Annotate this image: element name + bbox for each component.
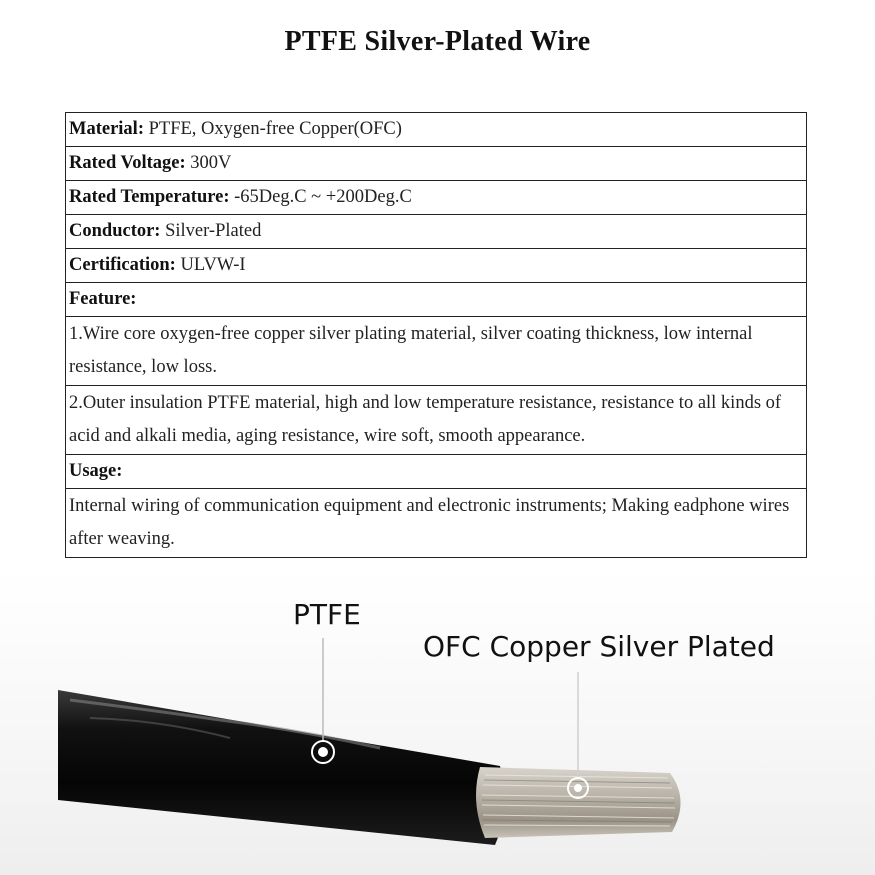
- spec-row-conductor: [66, 215, 807, 249]
- spec-row-feature-heading: [66, 283, 807, 317]
- spec-label: Material:: [69, 119, 144, 139]
- spec-row-feature-1: [66, 317, 807, 386]
- feature-item: 1.Wire core oxygen-free copper silver plating material, silver coating thickness, low internal resistance, low loss.: [66, 317, 807, 386]
- feature-item: 2.Outer insulation PTFE material, high and low temperature resistance, resistance to all kinds of acid and alkali media, aging resistance, wire soft, smooth appearance.: [66, 386, 807, 455]
- spec-value: Silver-Plated: [165, 221, 262, 241]
- ptfe-label: PTFE: [293, 598, 361, 631]
- spec-label: Rated Temperature:: [69, 187, 230, 207]
- spec-row-usage: [66, 489, 807, 558]
- spec-value: -65Deg.C ~ +200Deg.C: [234, 187, 412, 207]
- spec-label: Conductor:: [69, 221, 161, 241]
- spec-value: ULVW-I: [180, 255, 246, 275]
- spec-row-temperature: [66, 181, 807, 215]
- spec-label: Feature:: [69, 289, 137, 309]
- spec-label: Certification:: [69, 255, 176, 275]
- spec-row-certification: [66, 249, 807, 283]
- spec-row-material: [66, 113, 807, 147]
- spec-value: PTFE, Oxygen-free Copper(OFC): [148, 119, 402, 139]
- wire-illustration: [0, 570, 875, 875]
- spec-row-feature-2: [66, 386, 807, 455]
- spec-label: Usage:: [69, 461, 123, 481]
- ptfe-jacket: [58, 690, 505, 845]
- usage-text: Internal wiring of communication equipment and electronic instruments; Making eadphone wires after weaving.: [66, 489, 807, 558]
- spec-row-voltage: [66, 147, 807, 181]
- spec-row-usage-heading: [66, 455, 807, 489]
- ofc-label: OFC Copper Silver Plated: [423, 630, 775, 663]
- wire-photo: [0, 570, 875, 875]
- page-title: PTFE Silver-Plated Wire: [284, 26, 591, 57]
- spec-value: 300V: [190, 153, 232, 173]
- spec-table: [65, 112, 807, 558]
- spec-label: Rated Voltage:: [69, 153, 186, 173]
